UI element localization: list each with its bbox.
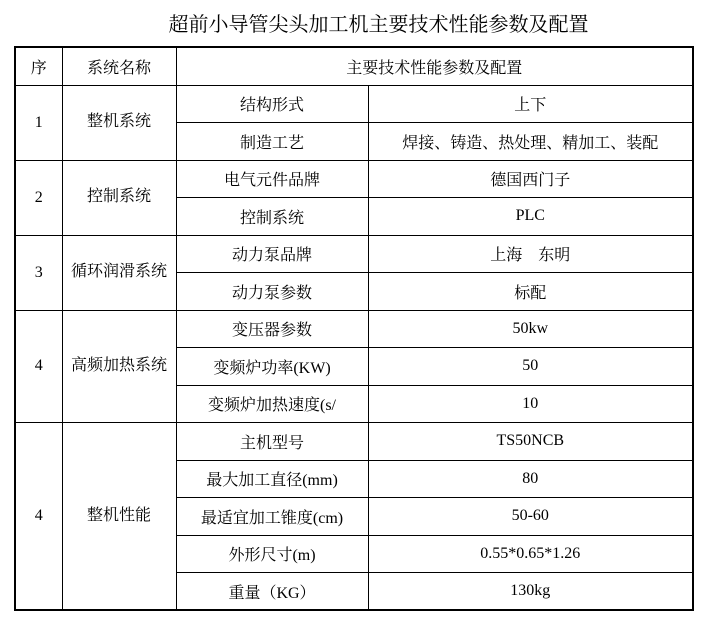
value-cell: 标配: [368, 273, 693, 311]
page-title: 超前小导管尖头加工机主要技术性能参数及配置: [168, 14, 589, 36]
value-cell: 焊接、铸造、热处理、精加工、装配: [368, 123, 693, 161]
value-cell: 德国西门子: [368, 160, 693, 198]
value-cell: 50: [368, 348, 693, 386]
table-row: [15, 85, 693, 123]
seq-cell: 4: [15, 310, 62, 423]
seq-cell: 2: [15, 160, 62, 235]
seq-cell: 3: [15, 235, 62, 310]
param-cell: 电气元件品牌: [176, 160, 368, 198]
table-row: [15, 235, 693, 273]
system-cell: 整机系统: [62, 85, 176, 160]
seq-cell: 1: [15, 85, 62, 160]
col-header-seq: 序: [15, 47, 62, 85]
param-cell: 最大加工直径(mm): [176, 460, 368, 498]
param-cell: 动力泵品牌: [176, 235, 368, 273]
value-cell: 80: [368, 460, 693, 498]
value-cell: 上下: [368, 85, 693, 123]
value-cell: PLC: [368, 198, 693, 236]
value-cell: 0.55*0.65*1.26: [368, 535, 693, 573]
value-cell: 130kg: [368, 573, 693, 611]
spec-table: [14, 46, 694, 611]
param-cell: 变频炉加热速度(s/: [176, 385, 368, 423]
value-cell: 50kw: [368, 310, 693, 348]
col-header-system: 系统名称: [62, 47, 176, 85]
param-cell: 制造工艺: [176, 123, 368, 161]
table-header-row: [15, 47, 693, 85]
value-cell: 10: [368, 385, 693, 423]
value-cell: 50-60: [368, 498, 693, 536]
param-cell: 控制系统: [176, 198, 368, 236]
system-cell: 高频加热系统: [62, 310, 176, 423]
table-row: [15, 423, 693, 461]
system-cell: 整机性能: [62, 423, 176, 611]
param-cell: 主机型号: [176, 423, 368, 461]
system-cell: 控制系统: [62, 160, 176, 235]
param-cell: 外形尺寸(m): [176, 535, 368, 573]
param-cell: 重量（KG）: [176, 573, 368, 611]
table-row: [15, 310, 693, 348]
param-cell: 结构形式: [176, 85, 368, 123]
param-cell: 动力泵参数: [176, 273, 368, 311]
col-header-params: 主要技术性能参数及配置: [176, 47, 693, 85]
value-cell: 上海 东明: [368, 235, 693, 273]
value-cell: TS50NCB: [368, 423, 693, 461]
param-cell: 最适宜加工锥度(cm): [176, 498, 368, 536]
param-cell: 变压器参数: [176, 310, 368, 348]
param-cell: 变频炉功率(KW): [176, 348, 368, 386]
table-row: [15, 160, 693, 198]
system-cell: 循环润滑系统: [62, 235, 176, 310]
seq-cell: 4: [15, 423, 62, 611]
